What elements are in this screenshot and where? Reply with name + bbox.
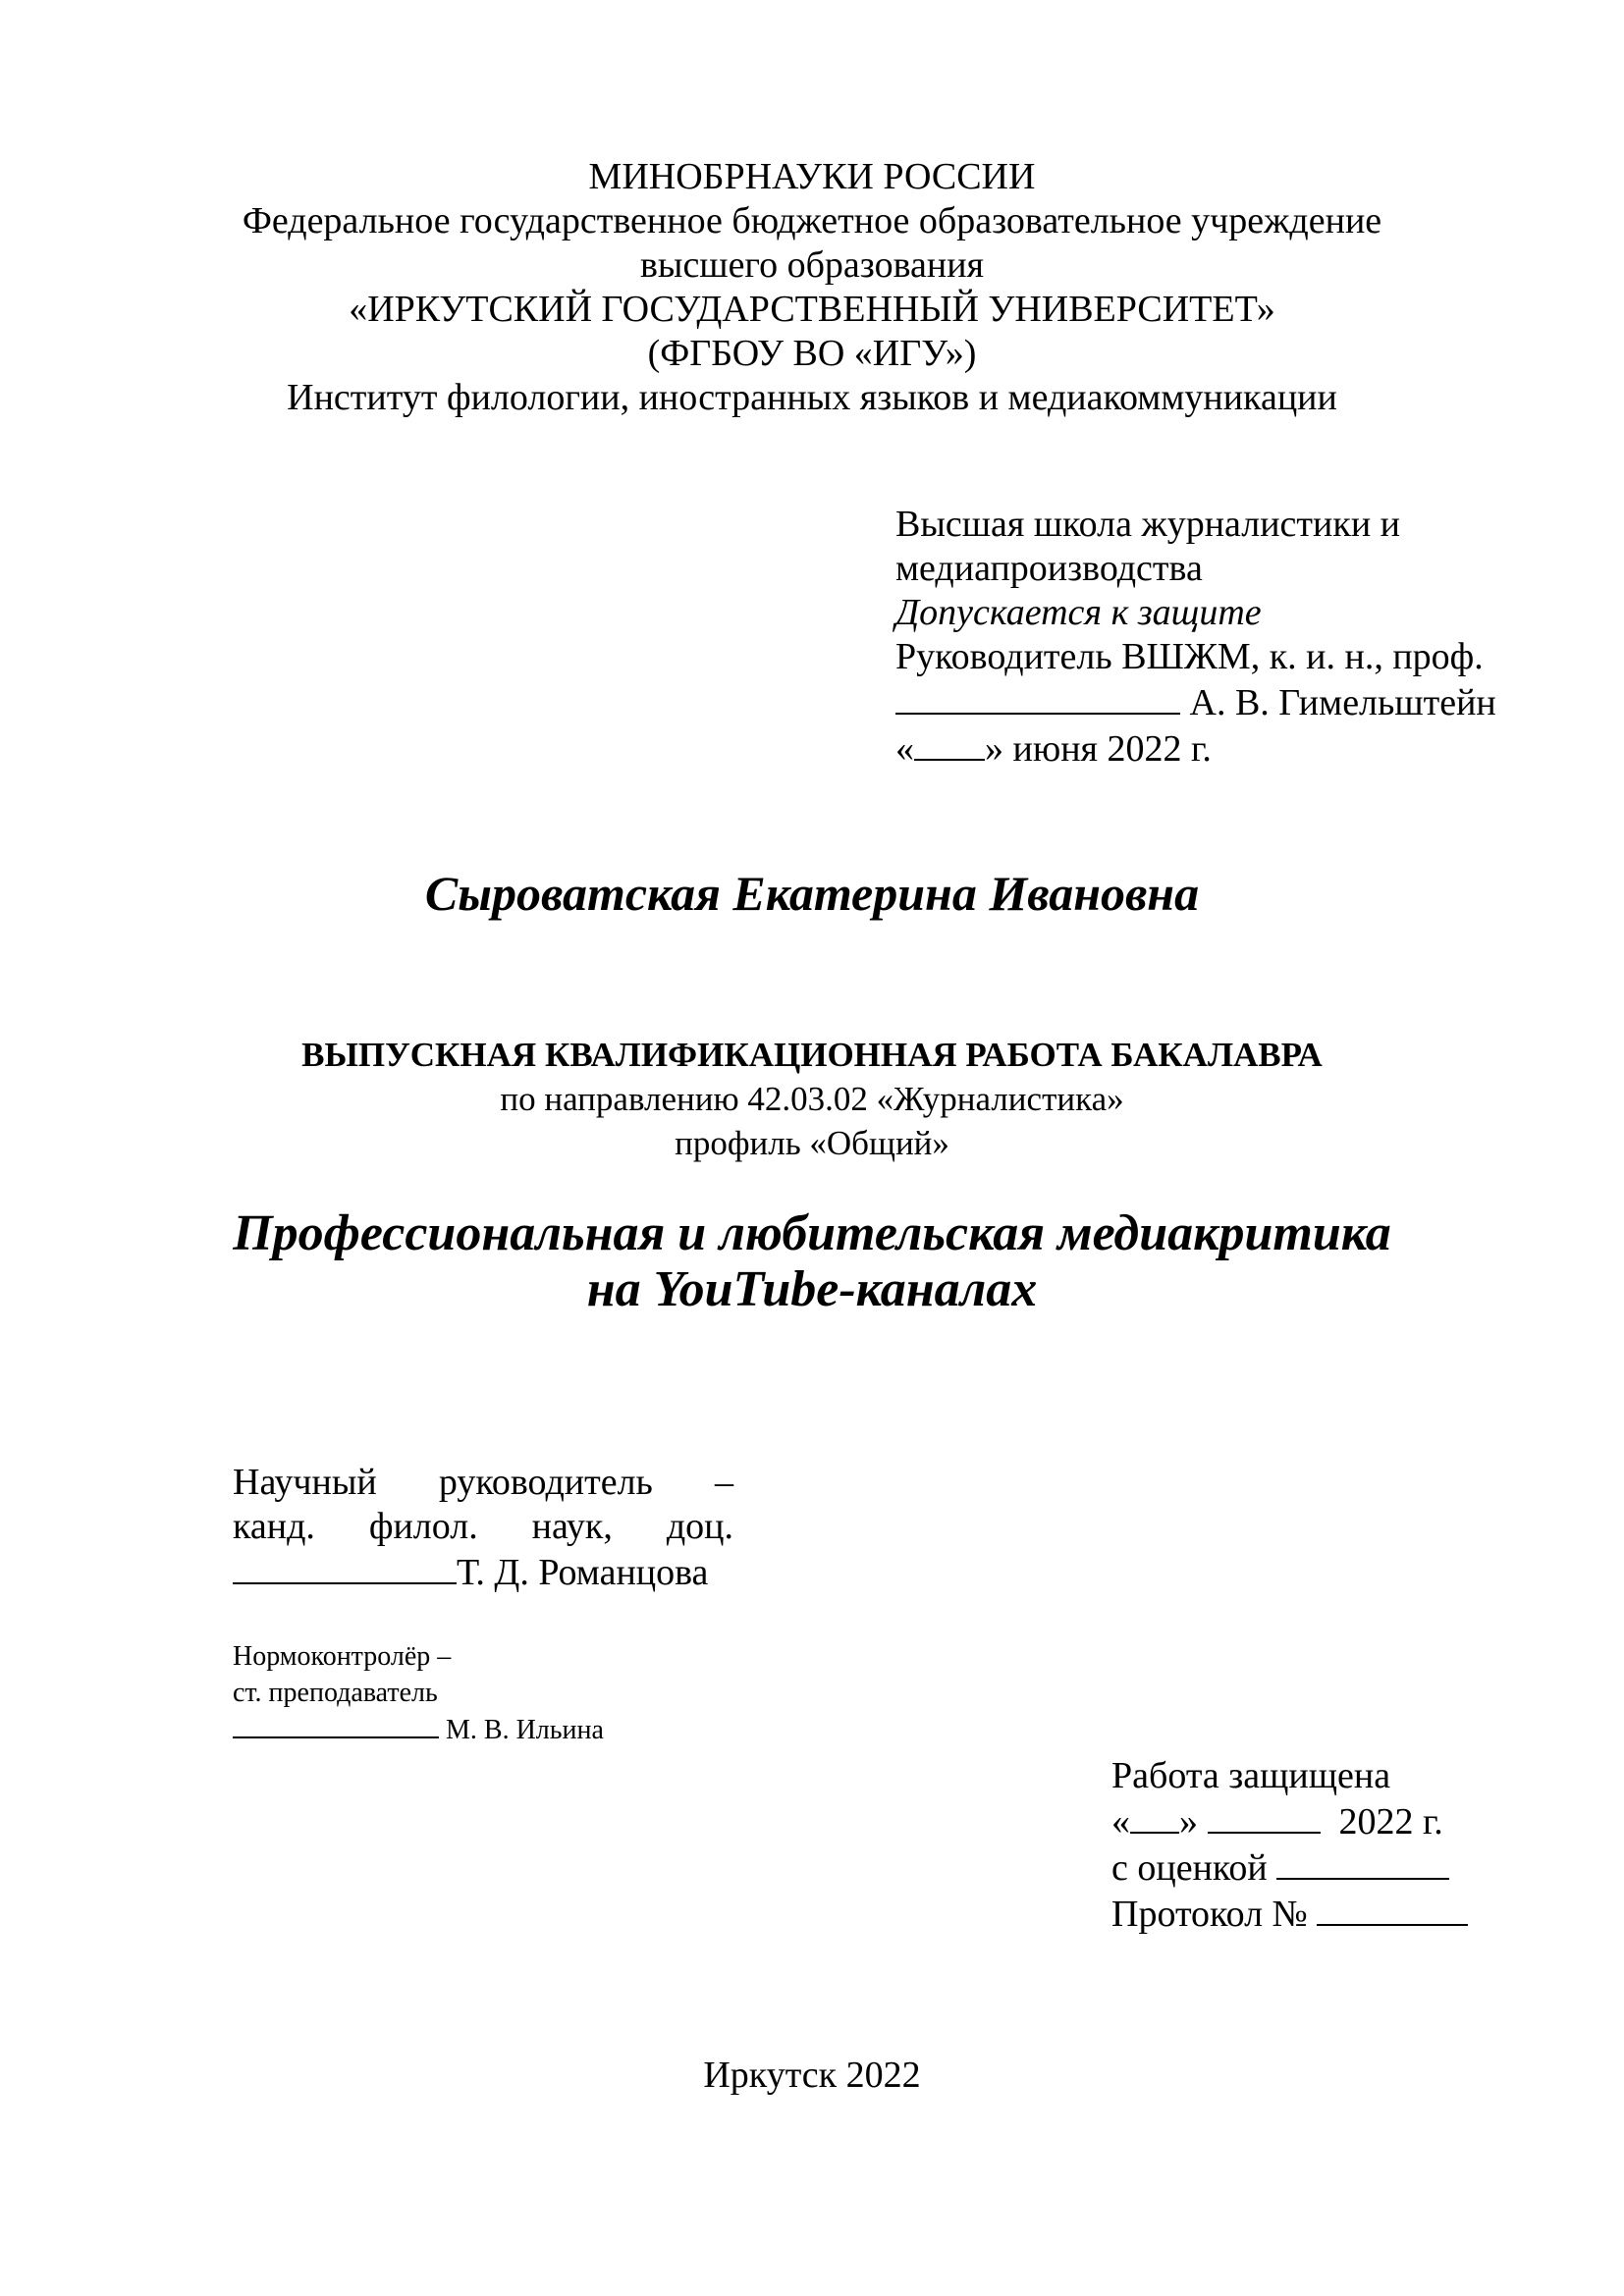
defense-block — [1111, 1753, 1543, 1937]
grade-label: с оценкой — [1111, 1847, 1268, 1889]
work-direction: по направлению 42.03.02 «Журналистика» — [500, 1080, 1124, 1118]
school-name-line2: медиапроизводства — [895, 548, 1203, 589]
signature-blank — [233, 1549, 457, 1584]
work-type-title: ВЫПУСКНАЯ КВАЛИФИКАЦИОННАЯ РАБОТА БАКАЛАВРА — [301, 1036, 1323, 1074]
supervisor-signature-line — [233, 1549, 733, 1595]
ministry-line: МИНОБРНАУКИ РОССИИ — [588, 156, 1036, 197]
normocontrol-position: ст. преподаватель — [233, 1678, 438, 1708]
normocontrol-signature-line — [233, 1711, 665, 1748]
defense-date-line — [1111, 1798, 1543, 1844]
date-month-year: » июня 2022 г. — [985, 728, 1212, 770]
head-name: А. В. Гимельштейн — [1189, 682, 1496, 723]
work-profile: профиль «Общий» — [675, 1124, 949, 1162]
normocontrol-name: М. В. Ильина — [446, 1715, 604, 1745]
date-open-quote: « — [895, 728, 914, 770]
defense-year: 2022 г. — [1338, 1801, 1443, 1842]
city-year: Иркутск 2022 — [703, 2055, 921, 2096]
defense-title: Работа защищена — [1111, 1755, 1391, 1796]
author-name: Сыроватская Екатерина Ивановна — [424, 866, 1200, 921]
university-header — [0, 155, 1624, 420]
protocol-line — [1111, 1891, 1543, 1937]
education-level-line: высшего образования — [639, 244, 985, 286]
supervisor-name: Т. Д. Романцова — [457, 1552, 709, 1593]
grade-blank — [1276, 1844, 1449, 1880]
day-blank — [1130, 1798, 1179, 1834]
protocol-label: Протокол № — [1111, 1894, 1308, 1935]
normocontrol-role: Нормоконтролёр – — [233, 1641, 452, 1672]
topic-line2: на YouTube-каналах — [586, 1261, 1038, 1317]
school-name-line1: Высшая школа журналистики и — [895, 504, 1401, 545]
month-blank — [1208, 1798, 1321, 1834]
supervisor-role: Научный руководитель – — [233, 1462, 733, 1503]
institute-line: Институт филологии, иностранных языков и медиакоммуникации — [287, 377, 1337, 418]
date-close-quote: » — [1179, 1801, 1198, 1842]
thesis-topic — [0, 1205, 1624, 1317]
topic-line1: Профессиональная и любительская медиакритика — [233, 1205, 1391, 1261]
normocontrol-block — [233, 1638, 665, 1748]
supervisor-degree: канд. филол. наук, доц. — [233, 1506, 733, 1547]
approval-block — [895, 503, 1543, 772]
signature-blank — [233, 1711, 439, 1738]
signature-blank — [895, 679, 1180, 715]
university-abbreviation-line: (ФГБОУ ВО «ИГУ») — [647, 333, 977, 374]
date-open-quote: « — [1111, 1801, 1130, 1842]
grade-line — [1111, 1844, 1543, 1891]
approval-date-line — [895, 725, 1543, 772]
university-name-line: «ИРКУТСКИЙ ГОСУДАРСТВЕННЫЙ УНИВЕРСИТЕТ» — [349, 289, 1275, 330]
admitted-to-defense: Допускается к защите — [895, 592, 1262, 633]
protocol-blank — [1317, 1891, 1468, 1926]
institution-type-line: Федеральное государственное бюджетное образовательное учреждение — [242, 200, 1382, 241]
supervisor-block — [233, 1461, 733, 1595]
day-blank — [914, 725, 985, 761]
head-title: Руководитель ВШЖМ, к. и. н., проф. — [895, 636, 1484, 677]
work-type-block — [0, 1033, 1624, 1165]
head-signature-line — [895, 679, 1543, 725]
